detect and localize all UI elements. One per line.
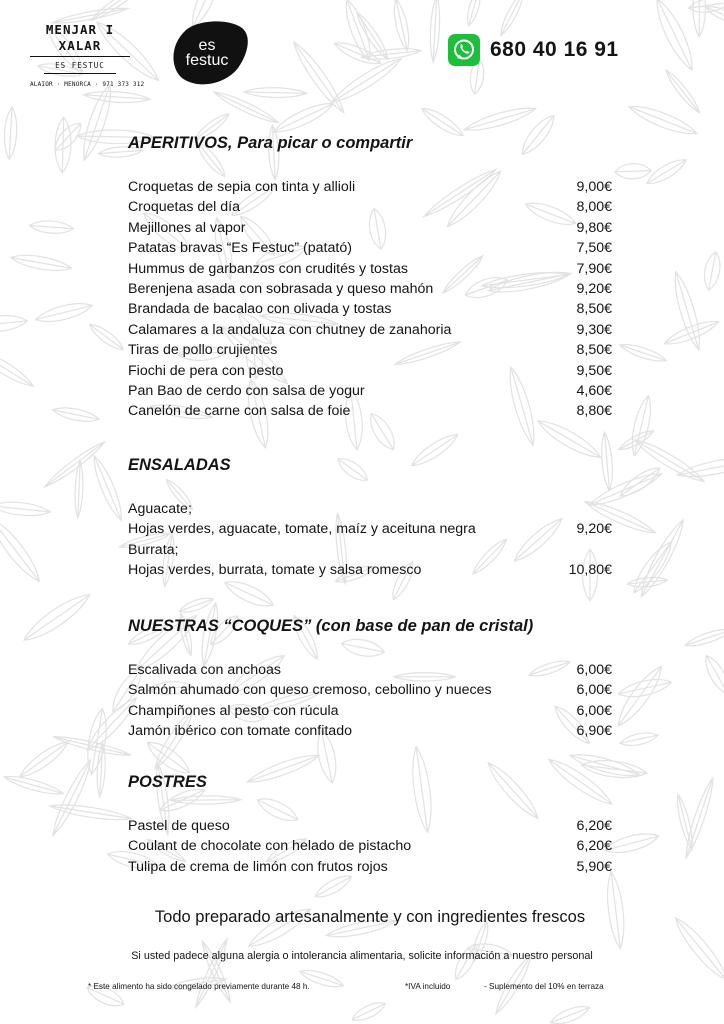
salad-group-heading: Aguacate; bbox=[128, 501, 192, 517]
section-title-aperitivos: APERITIVOS, Para picar o compartir bbox=[128, 134, 413, 152]
menu-item-name: Calamares a la andaluza con chutney de zanahoria bbox=[128, 321, 452, 338]
menu-item-price: 8,50€ bbox=[576, 342, 612, 359]
menu-item-price: 9,20€ bbox=[576, 281, 612, 298]
menu-item bbox=[128, 381, 612, 401]
menu-item-name: Hojas verdes, burrata, tomate y salsa romesco bbox=[128, 562, 422, 579]
section-title-postres: POSTRES bbox=[128, 773, 207, 791]
menu-item-name: Berenjena asada con sobrasada y queso mahón bbox=[128, 281, 434, 298]
brand-block bbox=[30, 22, 145, 88]
menu-item-price: 7,90€ bbox=[576, 260, 612, 277]
menu-item-name: Champiñones al pesto con rúcula bbox=[128, 702, 339, 719]
menu-item-price: 6,20€ bbox=[576, 838, 612, 855]
menu-item-name: Hummus de garbanzos con crudités y tostas bbox=[128, 260, 408, 277]
menu-item-name: Tiras de pollo crujientes bbox=[128, 342, 278, 359]
brand-divider-short bbox=[44, 73, 116, 74]
menu-item-price: 6,00€ bbox=[576, 702, 612, 719]
section-coques bbox=[128, 616, 612, 742]
menu-item bbox=[128, 279, 612, 299]
menu-list-postres bbox=[128, 816, 612, 877]
menu-item bbox=[128, 177, 612, 197]
menu-item-name: Salmón ahumado con queso cremoso, cebollino y nueces bbox=[128, 682, 492, 699]
menu-item bbox=[128, 259, 612, 279]
menu-item-name: Canelón de carne con salsa de foie bbox=[128, 403, 351, 420]
menu-item-price: 9,80€ bbox=[576, 219, 612, 236]
menu-item bbox=[128, 401, 612, 421]
menu-item bbox=[128, 320, 612, 340]
menu-item-name: Patatas bravas “Es Festuc” (patató) bbox=[128, 240, 352, 257]
menu-item bbox=[128, 238, 612, 258]
menu-item-name: Fiochi de pera con pesto bbox=[128, 362, 284, 379]
section-title-coques: NUESTRAS “COQUES” (con base de pan de cristal) bbox=[128, 617, 534, 635]
menu-item-price: 10,80€ bbox=[568, 562, 612, 579]
menu-item bbox=[128, 701, 612, 721]
menu-item-price: 8,80€ bbox=[576, 403, 612, 420]
menu-item-price: 6,20€ bbox=[576, 818, 612, 834]
menu-item bbox=[128, 660, 612, 680]
menu-item bbox=[128, 816, 612, 836]
menu-item-name: Jamón ibérico con tomate confitado bbox=[128, 723, 352, 740]
menu-item-name: Croquetas del día bbox=[128, 199, 240, 216]
menu-item-price: 8,50€ bbox=[576, 301, 612, 318]
menu-item bbox=[128, 680, 612, 700]
menu-item-price: 6,90€ bbox=[576, 723, 612, 740]
menu-list-ensaladas bbox=[128, 499, 612, 581]
menu-item-price: 8,00€ bbox=[576, 199, 612, 216]
menu-item bbox=[128, 560, 612, 580]
logo-text-line1: es bbox=[198, 37, 216, 54]
menu-item-price: 9,50€ bbox=[576, 362, 612, 379]
brand-subname: ES FESTUC bbox=[55, 61, 105, 70]
menu-item-price: 9,30€ bbox=[576, 321, 612, 338]
menu-item bbox=[128, 857, 612, 877]
salad-group-heading: Burrata; bbox=[128, 541, 179, 558]
menu-item-price: 5,90€ bbox=[576, 858, 612, 875]
note-frozen: * Este alimento ha sido congelado previamente durante 48 h. bbox=[88, 982, 310, 991]
menu-item-name: Coulant de chocolate con helado de pistacho bbox=[128, 838, 412, 855]
menu-list-coques bbox=[128, 660, 612, 742]
menu-list-aperitivos bbox=[128, 177, 612, 422]
menu-item bbox=[128, 340, 612, 360]
menu-item bbox=[128, 361, 612, 381]
whatsapp-icon bbox=[448, 34, 480, 66]
es-festuc-logo bbox=[168, 20, 250, 88]
section-ensaladas bbox=[128, 455, 612, 581]
menu-item bbox=[128, 299, 612, 319]
phone-number: 680 40 16 91 bbox=[490, 38, 619, 61]
menu-item-name: Mejillones al vapor bbox=[128, 219, 246, 236]
brand-location: ALAIOR · MENORCA · 971 373 312 bbox=[30, 81, 145, 88]
menu-item-price: 6,00€ bbox=[576, 682, 612, 699]
brand-name: MENJAR I XALAR bbox=[45, 22, 115, 53]
allergy-notice: Si usted padece alguna alergia o intolerancia alimentaria, solicite información a nuestro personal bbox=[131, 950, 593, 962]
menu-item-name: Hojas verdes, aguacate, tomate, maíz y aceituna negra bbox=[128, 521, 476, 538]
menu-item-price: 6,00€ bbox=[576, 662, 612, 678]
section-postres bbox=[128, 772, 612, 877]
brand-divider bbox=[30, 56, 130, 57]
menu-item-name: Pastel de queso bbox=[128, 818, 230, 834]
menu-item bbox=[128, 197, 612, 217]
note-terrace: - Suplemento del 10% en terraza bbox=[484, 982, 604, 991]
menu-item-name: Brandada de bacalao con olivada y tostas bbox=[128, 301, 392, 318]
menu-item bbox=[128, 836, 612, 856]
menu-item bbox=[128, 721, 612, 741]
phone-contact[interactable] bbox=[448, 34, 619, 66]
menu-item-price: 9,20€ bbox=[576, 521, 612, 538]
note-iva: *IVA incluido bbox=[405, 982, 451, 991]
menu-item-price: 9,00€ bbox=[576, 179, 612, 195]
logo-text bbox=[168, 38, 246, 68]
footer-tagline: Todo preparado artesanalmente y con ingredientes frescos bbox=[154, 908, 586, 926]
menu-item-name: Escalivada con anchoas bbox=[128, 662, 282, 678]
menu-item-price: 4,60€ bbox=[576, 383, 612, 400]
section-aperitivos bbox=[128, 133, 612, 422]
menu-item-name: Pan Bao de cerdo con salsa de yogur bbox=[128, 383, 365, 400]
menu-item bbox=[128, 519, 612, 539]
section-title-ensaladas: ENSALADAS bbox=[128, 456, 231, 474]
menu-item-name: Croquetas de sepia con tinta y allioli bbox=[128, 179, 356, 195]
menu-item bbox=[128, 218, 612, 238]
menu-item-name: Tulipa de crema de limón con frutos rojos bbox=[128, 858, 388, 875]
menu-item-price: 7,50€ bbox=[576, 240, 612, 257]
logo-text-line2: festuc bbox=[185, 52, 229, 69]
